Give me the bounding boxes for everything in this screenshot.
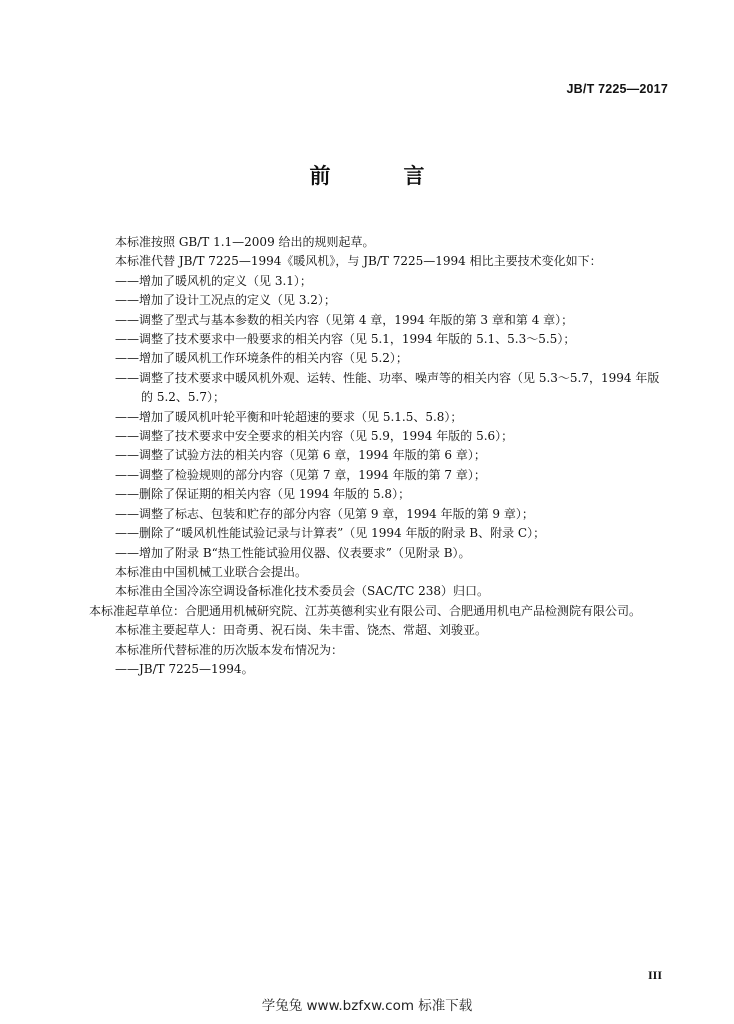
- paragraph-drafting-rules: 本标准按照 GB/T 1.1—2009 给出的规则起草。: [115, 235, 375, 249]
- change-item: ——增加了暖风机工作环境条件的相关内容（见 5.2）；: [115, 351, 408, 366]
- change-item: ——增加了设计工况点的定义（见 3.2）；: [115, 293, 336, 308]
- paragraph-proposer: 本标准由中国机械工业联合会提出。: [115, 564, 308, 579]
- paragraph-committee: 本标准由全国冷冻空调设备标准化技术委员会（SAC/TC 238）归口。: [115, 584, 490, 599]
- paragraph-history: 本标准所代替标准的历次版本发布情况为：: [115, 642, 344, 657]
- change-item: ——调整了技术要求中一般要求的相关内容（见 5.1，1994 年版的 5.1、5.3～5.5）；: [115, 332, 576, 347]
- change-item: ——调整了试验方法的相关内容（见第 6 章，1994 年版的第 6 章）；: [115, 448, 486, 463]
- standard-code: JB/T 7225—2017: [566, 82, 668, 96]
- paragraph-drafters: 本标准主要起草人：田奇勇、祝石岗、朱丰雷、饶杰、常超、刘骏亚。: [115, 623, 488, 638]
- change-item: ——调整了检验规则的部分内容（见第 7 章，1994 年版的第 7 章）；: [115, 467, 486, 482]
- paragraph-replaces: 本标准代替 JB/T 7225—1994《暖风机》，与 JB/T 7225—1994 相比主要技术变化如下：: [115, 254, 602, 269]
- change-item: ——增加了暖风机的定义（见 3.1）；: [115, 273, 312, 288]
- change-item: ——增加了暖风机叶轮平衡和叶轮超速的要求（见 5.1.5、5.8）；: [115, 409, 463, 424]
- page-number: III: [647, 968, 662, 982]
- change-item: ——调整了技术要求中安全要求的相关内容（见 5.9，1994 年版的 5.6）；: [115, 429, 514, 444]
- change-item: ——删除了保证期的相关内容（见 1994 年版的 5.8）；: [115, 487, 411, 502]
- change-item: ——调整了型式与基本参数的相关内容（见第 4 章，1994 年版的第 3 章和第 4 章）；: [115, 312, 574, 327]
- change-item: ——删除了“暖风机性能试验记录与计算表”（见 1994 年版的附录 B、附录 C）；: [115, 526, 546, 541]
- foreword-body: [89, 233, 669, 679]
- paragraph-drafting-units: 本标准起草单位：合肥通用机械研究院、江苏英德利实业有限公司、合肥通用机电产品检测院有限公司。: [89, 603, 642, 618]
- change-item: ——增加了附录 B“热工性能试验用仪器、仪表要求”（见附录 B）。: [115, 545, 471, 560]
- page-title: 前 言: [309, 164, 451, 188]
- history-item: ——JB/T 7225—1994。: [115, 661, 254, 676]
- change-item: ——调整了技术要求中暖风机外观、运转、性能、功率、噪声等的相关内容（见 5.3～5.7，1994 年版的 5.2、5.7）；: [115, 370, 660, 405]
- footer-watermark: 学兔兔 www.bzfxw.com 标准下载: [261, 998, 473, 1014]
- change-item: ——调整了标志、包装和贮存的部分内容（见第 9 章，1994 年版的第 9 章）；: [115, 506, 534, 521]
